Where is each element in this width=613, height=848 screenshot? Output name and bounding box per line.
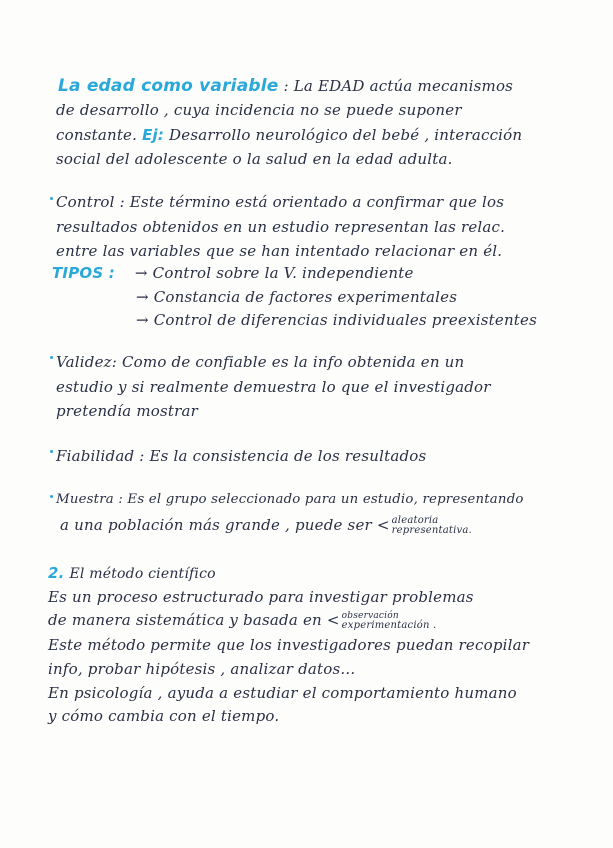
section2-line2: [48, 611, 436, 631]
section2-line4: info, probar hipótesis , analizar datos...: [48, 660, 356, 678]
example-label: Ej:: [142, 126, 165, 144]
tipo-item-3: → Control de diferencias individuales preexistentes: [136, 311, 538, 329]
validez-line1: Validez: Como de confiable es la info obtenida en un: [56, 353, 465, 371]
muestra-option-aleatoria: aleatoria: [391, 515, 439, 526]
control-line2: resultados obtenidos en un estudio representan las relac.: [56, 218, 506, 236]
section2-title: El método científico: [69, 566, 216, 582]
fiabilidad-line1: Fiabilidad : Es la consistencia de los resultados: [56, 447, 427, 465]
section2-line5: En psicología , ayuda a estudiar el comportamiento humano: [48, 684, 517, 702]
control-line1: Control : Este término está orientado a confirmar que los: [56, 193, 505, 211]
validez-bullet: [50, 356, 53, 359]
section2-line6: y cómo cambia con el tiempo.: [48, 707, 280, 725]
option-observacion: observación: [341, 611, 399, 621]
section1-line1: [58, 76, 513, 96]
section2-heading: [48, 564, 216, 582]
section2-options: [342, 611, 437, 631]
control-line3: entre las variables que se han intentado relacionar en él.: [56, 242, 503, 260]
section1-line4: social del adolescente o la salud en la edad adulta.: [56, 150, 453, 168]
tipo-item-1: → Control sobre la V. independiente: [134, 264, 414, 282]
section2-number: 2.: [48, 564, 65, 582]
fiabilidad-bullet: [50, 450, 53, 453]
section1-line3-b: Desarrollo neurológico del bebé , interacción: [169, 126, 523, 144]
section2-line3: Este método permite que los investigadores puedan recopilar: [48, 636, 530, 654]
muestra-line2: [60, 516, 472, 536]
section2-line2-text: de manera sistemática y basada en <: [48, 611, 340, 629]
control-bullet: [50, 197, 53, 200]
section2-line1: Es un proceso estructurado para investigar problemas: [48, 588, 474, 606]
muestra-line2-text: a una población más grande , puede ser <: [60, 516, 390, 534]
section1-line2: de desarrollo , cuya incidencia no se puede suponer: [56, 101, 462, 119]
validez-line3: pretendía mostrar: [56, 402, 198, 420]
muestra-bullet: [50, 495, 53, 498]
option-experimentacion: experimentación .: [341, 620, 437, 631]
muestra-line1: Muestra : Es el grupo seleccionado para un estudio, representando: [56, 492, 524, 507]
tipos-row1: [52, 264, 414, 282]
tipos-label: TIPOS :: [52, 264, 115, 282]
muestra-option-representativa: representativa.: [391, 525, 472, 536]
validez-line2: estudio y si realmente demuestra lo que el investigador: [56, 378, 491, 396]
section1-line3: [56, 126, 522, 144]
muestra-options: [392, 516, 472, 536]
tipo-item-2: → Constancia de factores experimentales: [136, 288, 458, 306]
section1-line1-rest: : La EDAD actúa mecanismos: [283, 77, 514, 95]
section1-title: La edad como variable: [58, 76, 279, 96]
section1-line3-a: constante.: [56, 126, 138, 144]
